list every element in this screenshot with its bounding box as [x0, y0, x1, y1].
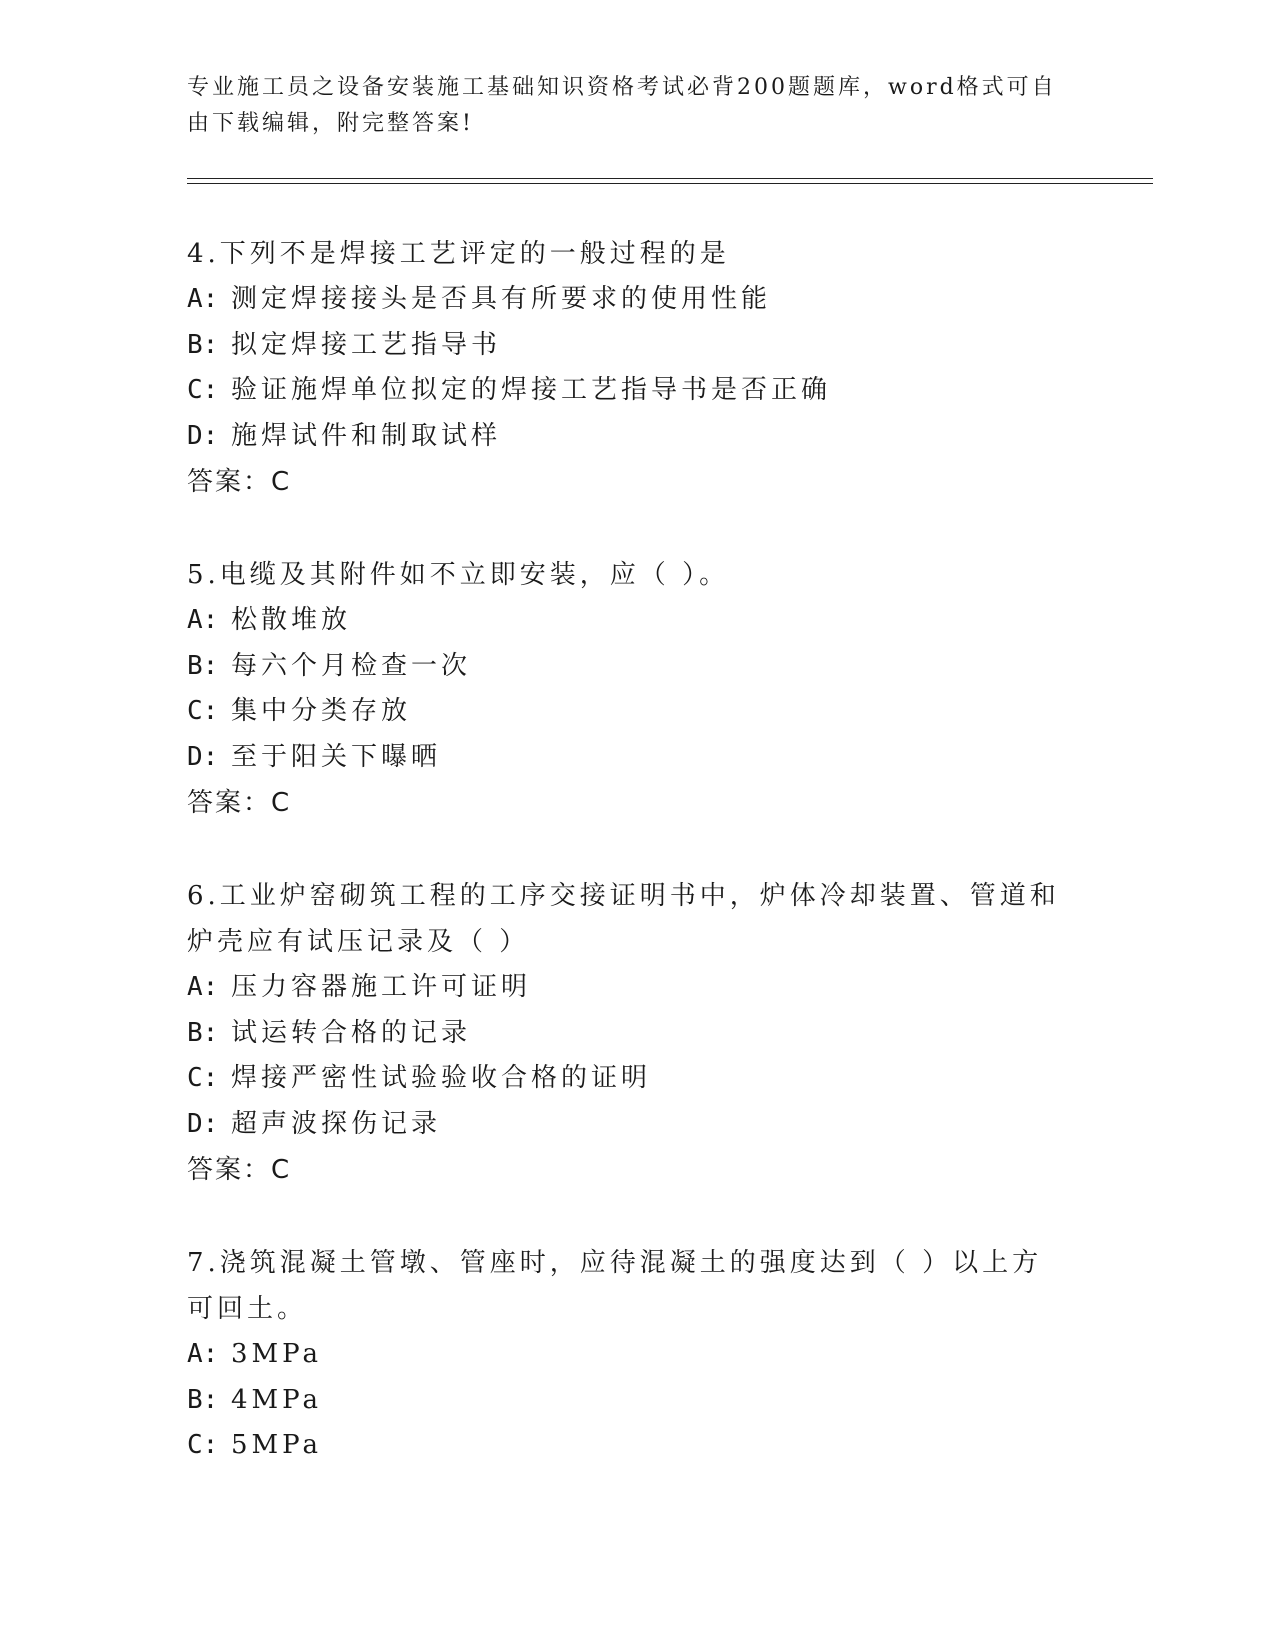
answer-value: C	[271, 788, 292, 818]
answer-line	[187, 780, 1067, 826]
option-text: 每六个月检查一次	[231, 650, 472, 681]
option-text: 超声波探伤记录	[231, 1108, 442, 1139]
option-letter: B:	[187, 1384, 219, 1415]
option-a	[187, 277, 1067, 323]
option-d	[187, 414, 1067, 460]
question-7	[187, 1240, 1067, 1469]
answer-label: 答案：	[187, 467, 272, 497]
answer-line	[187, 459, 1067, 505]
question-stem: 7.浇筑混凝土管墩、管座时，应待混凝土的强度达到（ ）以上方可回土。	[187, 1248, 1043, 1324]
header-rule-bottom	[187, 183, 1153, 184]
option-letter: A:	[187, 972, 219, 1002]
option-text: 施焊试件和制取试样	[231, 420, 502, 451]
option-text: 松散堆放	[231, 605, 352, 635]
option-d	[187, 735, 1067, 781]
option-c	[187, 1423, 1067, 1469]
question-stem: 4.下列不是焊接工艺评定的一般过程的是	[187, 239, 730, 269]
option-text: 4MPa	[231, 1384, 322, 1415]
question-stem: 5.电缆及其附件如不立即安装，应（ ）。	[187, 560, 730, 590]
option-text: 验证施焊单位拟定的焊接工艺指导书是否正确	[231, 375, 832, 405]
question-4	[187, 231, 1067, 505]
option-letter: D:	[187, 420, 219, 451]
answer-line	[187, 1147, 1067, 1193]
answer-value: C	[271, 467, 292, 497]
answer-value: C	[271, 1155, 292, 1185]
option-letter: A:	[187, 605, 219, 635]
answer-label: 答案：	[187, 1155, 272, 1185]
option-text: 5MPa	[231, 1430, 322, 1460]
option-a	[187, 598, 1067, 644]
option-text: 3MPa	[231, 1339, 322, 1369]
option-letter: C:	[187, 1430, 219, 1460]
option-d	[187, 1102, 1067, 1148]
option-letter: C:	[187, 696, 219, 726]
question-list	[187, 231, 1067, 1516]
option-b	[187, 644, 1067, 690]
option-letter: C:	[187, 375, 219, 405]
answer-label: 答案：	[187, 788, 272, 818]
question-6	[187, 873, 1067, 1193]
option-letter: B:	[187, 1017, 219, 1048]
option-letter: D:	[187, 1108, 219, 1139]
option-text: 集中分类存放	[231, 696, 412, 726]
option-text: 焊接严密性试验验收合格的证明	[231, 1063, 652, 1093]
option-text: 压力容器施工许可证明	[231, 972, 532, 1002]
option-b	[187, 1011, 1067, 1057]
option-letter: A:	[187, 1339, 219, 1369]
option-text: 至于阳关下曝晒	[231, 741, 442, 772]
option-b	[187, 1378, 1067, 1424]
header-rule-top	[187, 178, 1153, 179]
option-letter: D:	[187, 741, 219, 772]
option-c	[187, 689, 1067, 735]
question-5	[187, 552, 1067, 826]
option-c	[187, 368, 1067, 414]
option-text: 拟定焊接工艺指导书	[231, 329, 502, 360]
option-text: 测定焊接接头是否具有所要求的使用性能	[231, 284, 772, 314]
option-b	[187, 323, 1067, 369]
question-stem: 6.工业炉窑砌筑工程的工序交接证明书中，炉体冷却装置、管道和炉壳应有试压记录及（ ）	[187, 881, 1060, 957]
document-header: 专业施工员之设备安装施工基础知识资格考试必背200题题库，word格式可自由下载编辑，附完整答案!	[187, 75, 1057, 136]
option-letter: B:	[187, 329, 219, 360]
option-letter: C:	[187, 1063, 219, 1093]
option-a	[187, 1332, 1067, 1378]
option-letter: A:	[187, 284, 219, 314]
option-letter: B:	[187, 650, 219, 681]
option-c	[187, 1056, 1067, 1102]
option-a	[187, 965, 1067, 1011]
option-text: 试运转合格的记录	[231, 1017, 472, 1048]
